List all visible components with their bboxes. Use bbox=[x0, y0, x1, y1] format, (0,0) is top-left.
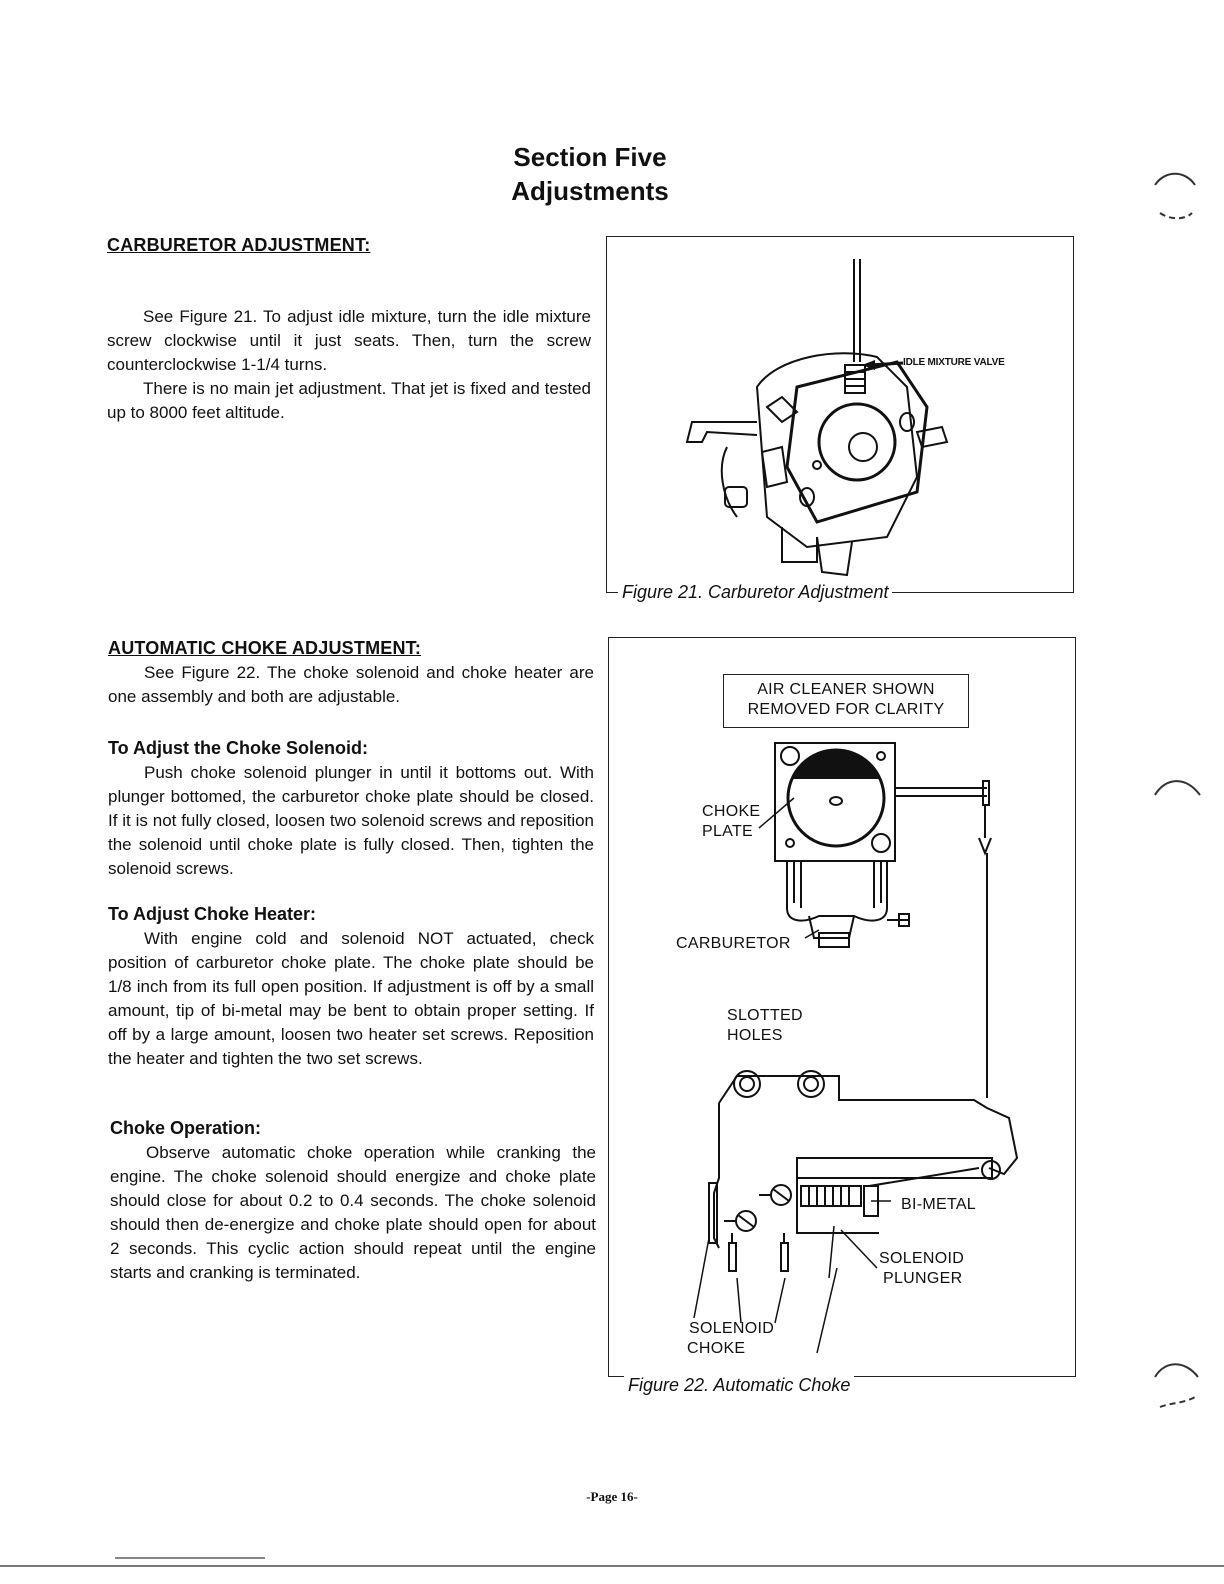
air-cleaner-note bbox=[723, 674, 969, 728]
solenoid-plunger-label-1: SOLENOID bbox=[879, 1250, 965, 1267]
choke-heater-section bbox=[108, 927, 594, 1071]
idle-mixture-valve-label: IDLE MIXTURE VALVE bbox=[903, 357, 1005, 368]
carburetor-paragraph-1: See Figure 21. To adjust idle mixture, turn the idle mixture screw clockwise until it just seats. Then, turn the screw counterclockwise 1-1/4 turns. bbox=[107, 307, 591, 374]
carburetor-paragraph-2: There is no main jet adjustment. That jet is fixed and tested up to 8000 feet altitude. bbox=[107, 379, 591, 422]
bottom-rule bbox=[0, 1565, 1224, 1567]
choke-plate-label-2: PLATE bbox=[702, 823, 753, 840]
solenoid-choke-label-2: CHOKE bbox=[687, 1340, 746, 1357]
carburetor-text bbox=[107, 305, 591, 425]
figure-21-caption: Figure 21. Carburetor Adjustment bbox=[618, 582, 892, 603]
choke-heater-heading: To Adjust Choke Heater: bbox=[108, 904, 317, 924]
section-number: Section Five bbox=[513, 142, 667, 172]
air-cleaner-note-line2: REMOVED FOR CLARITY bbox=[747, 701, 945, 718]
choke-heater-text: With engine cold and solenoid NOT actuated, check position of carburetor choke plate. The choke plate should be 1/8 inch from its full open position. If adjustment is off by a small amount, tip of bi-metal may be bent to obtain proper setting. If off by a large amount, loosen two heater set screws. Reposition the heater and tighten the two set screws. bbox=[108, 929, 594, 1068]
choke-solenoid-text: Push choke solenoid plunger in until it bottoms out. With plunger bottomed, the carburetor choke plate should be closed. If it is not fully closed, loosen two solenoid screws and reposition the solenoid until choke plate is fully closed. Then, tighten the solenoid screws. bbox=[108, 763, 594, 878]
solenoid-plunger-label-2: PLUNGER bbox=[883, 1270, 963, 1287]
choke-operation-text: Observe automatic choke operation while cranking the engine. The choke solenoid should energize and choke plate should close for about 0.2 to 0.4 seconds. The choke solenoid should then de-energize and choke plate should open for about 2 seconds. This cyclic action should repeat until the engine starts and cranking is terminated. bbox=[110, 1143, 596, 1282]
page-number: -Page 16- bbox=[586, 1489, 638, 1504]
choke-intro-text: See Figure 22. The choke solenoid and choke heater are one assembly and both are adjustable. bbox=[108, 663, 594, 706]
bottom-rule-short bbox=[115, 1557, 265, 1559]
choke-intro bbox=[108, 661, 594, 709]
punch-hole-mark-middle bbox=[1150, 770, 1210, 810]
slotted-holes-label-1: SLOTTED bbox=[727, 1007, 803, 1024]
choke-operation-section bbox=[110, 1141, 596, 1285]
punch-hole-mark-bottom bbox=[1150, 1355, 1210, 1415]
punch-hole-mark-top bbox=[1150, 165, 1210, 225]
carburetor-illustration bbox=[607, 237, 1073, 592]
choke-solenoid-section bbox=[108, 761, 594, 881]
choke-heading: AUTOMATIC CHOKE ADJUSTMENT: bbox=[108, 638, 422, 658]
solenoid-choke-label-1: SOLENOID bbox=[689, 1320, 775, 1337]
page-title: Adjustments bbox=[511, 176, 669, 206]
figure-22-caption: Figure 22. Automatic Choke bbox=[624, 1375, 854, 1396]
choke-plate-label-1: CHOKE bbox=[702, 803, 761, 820]
carburetor-heading: CARBURETOR ADJUSTMENT: bbox=[107, 235, 371, 255]
choke-operation-heading: Choke Operation: bbox=[110, 1118, 262, 1138]
figure-21 bbox=[606, 236, 1074, 593]
automatic-choke-illustration bbox=[609, 638, 1075, 1376]
bi-metal-label: BI-METAL bbox=[901, 1196, 977, 1213]
figure-22 bbox=[608, 637, 1076, 1377]
choke-solenoid-heading: To Adjust the Choke Solenoid: bbox=[108, 738, 368, 758]
slotted-holes-label-2: HOLES bbox=[727, 1027, 783, 1044]
air-cleaner-note-line1: AIR CLEANER SHOWN bbox=[757, 681, 935, 698]
carburetor-label: CARBURETOR bbox=[676, 935, 791, 952]
